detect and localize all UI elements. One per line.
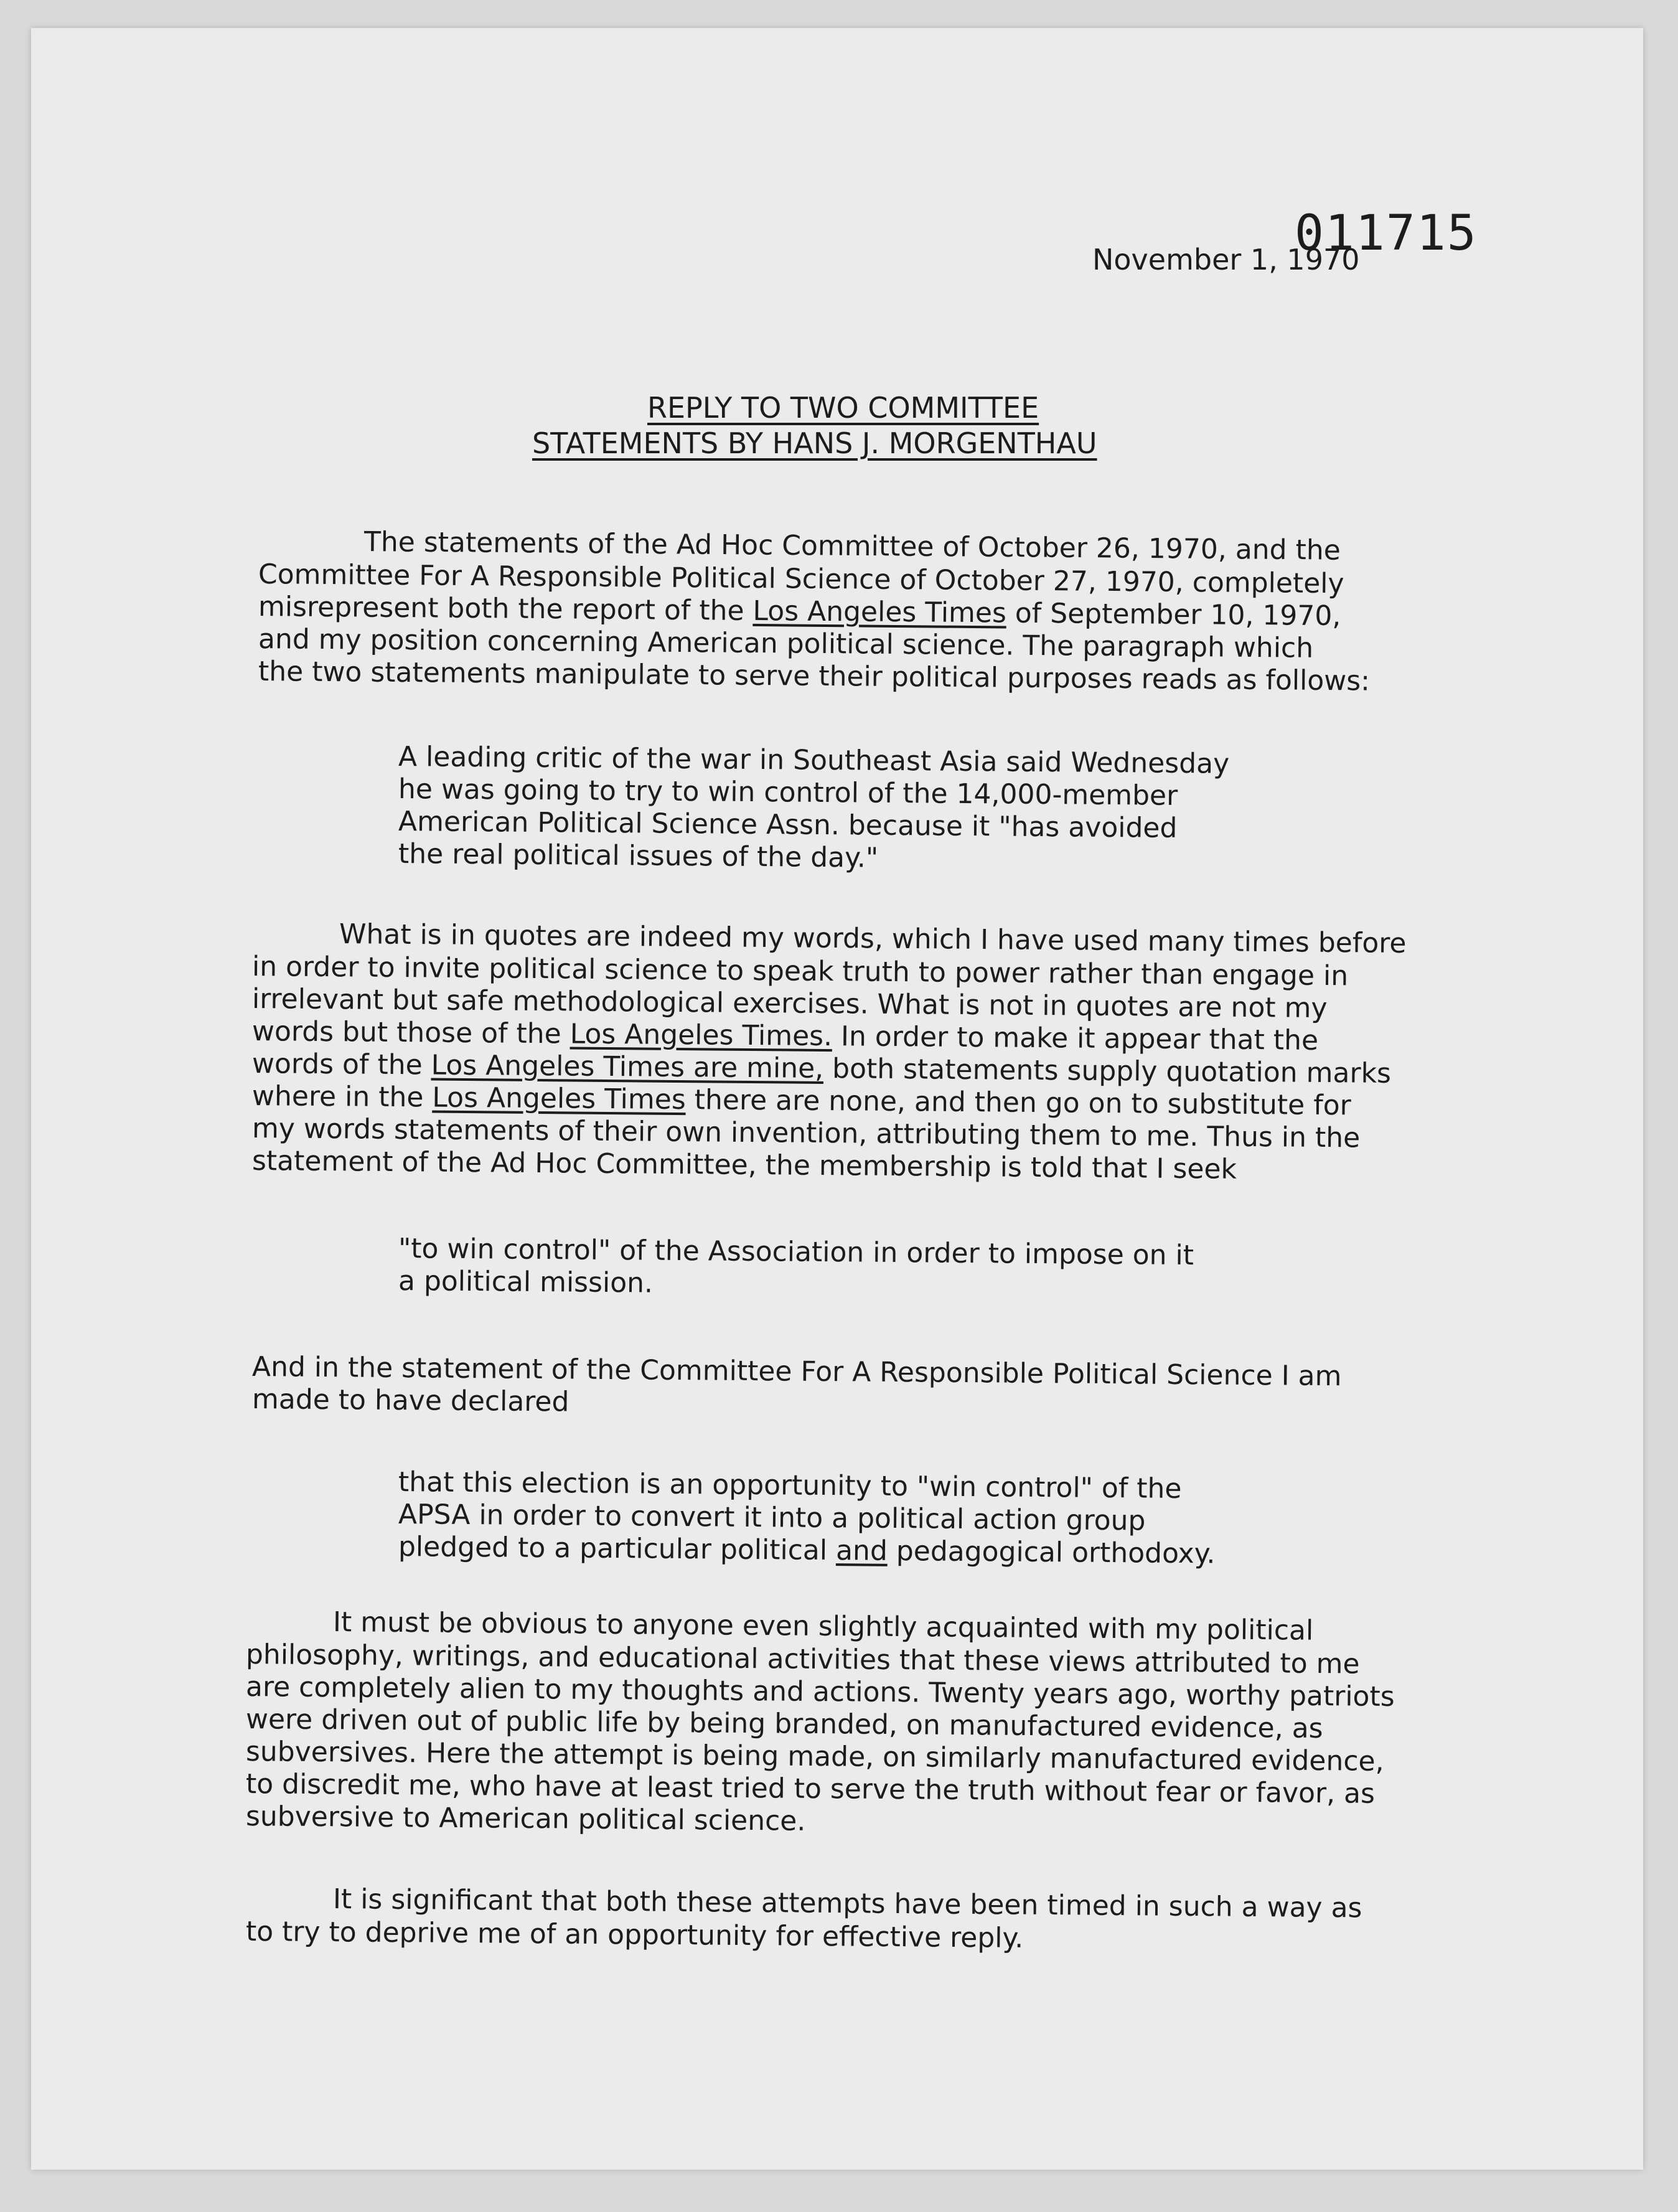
document-number-stamp: 011715 — [1295, 205, 1478, 261]
text-line: Committee For A Responsible Political Science of October 27, 1970, completely — [258, 558, 1344, 600]
text-segment: pedagogical orthodoxy. — [887, 1535, 1216, 1570]
text-segment: words of the — [251, 1048, 431, 1081]
text-segment: In order to make it appear that the — [832, 1020, 1319, 1057]
text-segment: pledged to a particular political — [398, 1531, 837, 1567]
text-line: my words statements of their own invention, attributing them to me. Thus in the — [251, 1113, 1361, 1154]
underlined-text: Los Angeles Times are mine, — [431, 1049, 824, 1085]
text-line: made to have declared — [251, 1383, 569, 1418]
underlined-text: Los Angeles Times. — [569, 1018, 833, 1053]
document-date: November 1, 1970 — [1092, 243, 1360, 276]
underlined-text: Los Angeles Times — [432, 1081, 686, 1116]
underlined-text: and — [835, 1535, 888, 1567]
text-line: the real political issues of the day." — [398, 838, 879, 874]
text-line: and my position concerning American political science. The paragraph which — [258, 623, 1314, 664]
document-page — [31, 28, 1643, 2170]
text-line — [398, 1531, 1216, 1570]
title-line-2: STATEMENTS BY HANS J. MORGENTHAU — [532, 426, 1097, 460]
text-line: are completely alien to my thoughts and actions. Twenty years ago, worthy patriots — [245, 1671, 1395, 1713]
text-line: to discredit me, who have at least tried to serve the truth without fear or favor, as — [245, 1768, 1376, 1810]
text-line: It is significant that both these attempts have been timed in such a way as — [332, 1883, 1362, 1924]
text-line: the two statements manipulate to serve their political purposes reads as follows: — [258, 656, 1371, 697]
text-segment: misrepresent both the report of the — [258, 591, 753, 627]
text-line: The statements of the Ad Hoc Committee of October 26, 1970, and the — [363, 526, 1341, 567]
title-line-1: REPLY TO TWO COMMITTEE — [647, 391, 1039, 425]
text-segment: both statements supply quotation marks — [823, 1053, 1392, 1090]
text-line: American Political Science Assn. because it "has avoided — [398, 806, 1178, 844]
text-line: irrelevant but safe methodological exercises. What is not in quotes are not my — [251, 983, 1328, 1025]
text-line: were driven out of public life by being branded, on manufactured evidence, as — [245, 1703, 1323, 1745]
text-line: What is in quotes are indeed my words, which I have used many times before — [339, 918, 1407, 959]
text-line: "to win control" of the Association in order to impose on it — [398, 1233, 1194, 1272]
text-segment: there are none, and then go on to substitute for — [685, 1084, 1351, 1122]
text-line: subversives. Here the attempt is being made, on similarly manufactured evidence, — [245, 1736, 1384, 1777]
underlined-text: Los Angeles Times — [752, 595, 1007, 629]
text-line: A leading critic of the war in Southeast Asia said Wednesday — [398, 741, 1230, 780]
text-line: And in the statement of the Committee For A Responsible Political Science I am — [251, 1351, 1342, 1393]
text-line: he was going to try to win control of the 14,000-member — [398, 773, 1178, 812]
text-line: statement of the Ad Hoc Committee, the membership is told that I seek — [251, 1145, 1237, 1185]
text-line: a political mission. — [398, 1265, 654, 1299]
text-segment: words but those of the — [251, 1015, 570, 1050]
text-line: It must be obvious to anyone even slightly acquainted with my political — [332, 1606, 1314, 1647]
text-line: to try to deprive me of an opportunity for effective reply. — [245, 1916, 1024, 1954]
text-line: APSA in order to convert it into a political action group — [398, 1499, 1146, 1537]
text-line: subversive to American political science. — [245, 1800, 806, 1837]
text-segment: where in the — [251, 1080, 433, 1114]
text-segment: of September 10, 1970, — [1006, 597, 1341, 633]
text-line: that this election is an opportunity to "win control" of the — [398, 1466, 1182, 1505]
text-line: philosophy, writings, and educational activities that these views attributed to me — [245, 1639, 1360, 1680]
text-line: in order to invite political science to speak truth to power rather than engage in — [251, 951, 1349, 992]
